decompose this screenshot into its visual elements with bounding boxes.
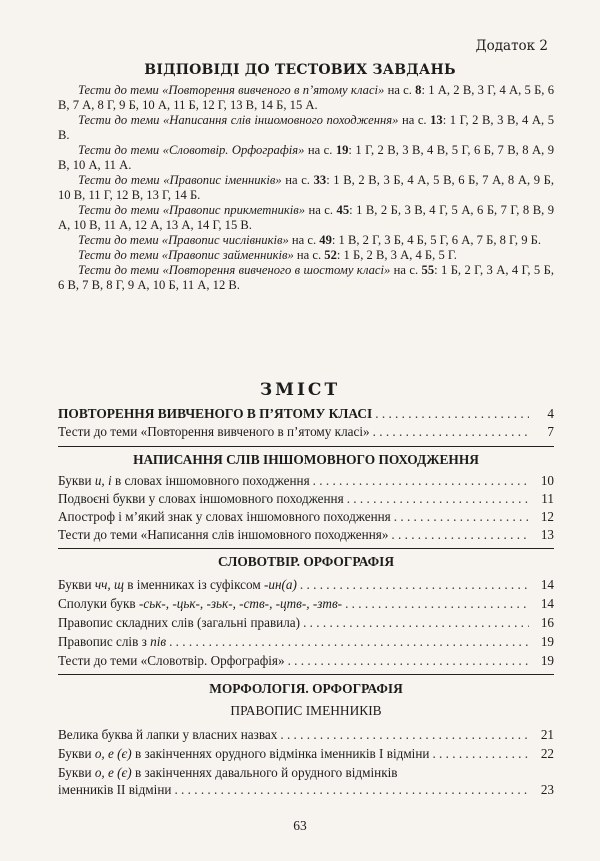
toc-title: ЗМІСТ: [259, 380, 341, 400]
answer-paragraph: Тести до теми «Правопис займенників» на с. 52: 1 Б, 2 В, 3 А, 4 Б, 5 Г.: [78, 248, 457, 262]
toc-entry[interactable]: Сполуки букв -ськ-, -цьк-, -зьк-, -ств-, -цтв-, -зтв- . . . 14: [58, 596, 554, 613]
addendum-label: Додаток 2: [475, 38, 548, 54]
section-divider: [58, 674, 554, 675]
toc-entry[interactable]: Апостроф і м’який знак у словах іншомовного походження . . . 12: [58, 509, 554, 526]
answer-paragraph: Тести до теми «Повторення вивченого в п’ятому класі» на с. 8: 1 А, 2 В, 3 Г, 4 А, 5 Б, 6 В, 7 А, 8 Г, 9 Б, 10 А, 11 Б, 12 Г, 13 В, 14 Б, 15 А.: [58, 83, 554, 112]
section-heading: СЛОВОТВІР. ОРФОГРАФІЯ: [218, 554, 394, 569]
answers-title: ВІДПОВІДІ ДО ТЕСТОВИХ ЗАВДАНЬ: [144, 62, 456, 78]
toc-entry[interactable]: Букви чч, щ в іменниках із суфіксом -ин(а) . . . 14: [58, 577, 554, 594]
section-heading: МОРФОЛОГІЯ. ОРФОГРАФІЯ: [209, 681, 403, 696]
toc-entry[interactable]: Тести до теми «Словотвір. Орфографія» . . . 19: [58, 653, 554, 670]
answer-paragraph: Тести до теми «Правопис прикметників» на с. 45: 1 В, 2 Б, 3 В, 4 Г, 5 А, 6 Б, 7 Г, 8 В, 9 А, 10 В, 11 А, 12 А, 13 А, 14 Г, 15 В.: [58, 203, 555, 232]
page-number: 63: [293, 818, 307, 833]
toc-entry[interactable]: Тести до теми «Повторення вивченого в п’ятому класі» . . . 7: [58, 424, 554, 441]
toc-entry[interactable]: Тести до теми «Написання слів іншомовного походження» . . . 13: [58, 527, 554, 544]
toc-entry-multiline[interactable]: Букви о, е (є) в закінченнях давального й орудного відмінків іменників ІІ відміни . . . 23: [58, 765, 554, 799]
answer-paragraph: Тести до теми «Повторення вивченого в шостому класі» на с. 55: 1 Б, 2 Г, 3 А, 4 Г, 5 Б, 6 В, 7 В, 8 Г, 9 А, 10 Б, 11 А, 12 В.: [58, 263, 554, 292]
subsection-heading: ПРАВОПИС ІМЕННИКІВ: [230, 703, 382, 718]
toc-entry[interactable]: Подвоєні букви у словах іншомовного походження . . . 11: [58, 491, 554, 508]
answers-block: [58, 83, 554, 293]
toc-entry[interactable]: Правопис слів з пів . . . 19: [58, 634, 554, 651]
toc-entry[interactable]: Велика буква й лапки у власних назвах . . . 21: [58, 727, 554, 744]
toc-entry[interactable]: Букви и, і в словах іншомовного походження . . . 10: [58, 473, 554, 490]
answer-paragraph: Тести до теми «Написання слів іншомовного походження» на с. 13: 1 Г, 2 В, 3 В, 4 А, 5 В.: [58, 113, 554, 142]
section-heading: НАПИСАННЯ СЛІВ ІНШОМОВНОГО ПОХОДЖЕННЯ: [133, 452, 479, 467]
section-divider: [58, 548, 554, 549]
toc-entry[interactable]: Букви о, е (є) в закінченнях орудного відмінка іменників І відміни . . . 22: [58, 746, 554, 763]
answer-paragraph: Тести до теми «Словотвір. Орфографія» на с. 19: 1 Г, 2 В, 3 В, 4 В, 5 Г, 6 Б, 7 В, 8 А, 9 В, 10 А, 11 А.: [58, 143, 554, 172]
toc-entry[interactable]: ПОВТОРЕННЯ ВИВЧЕНОГО В П’ЯТОМУ КЛАСІ . . . 4: [58, 406, 554, 423]
toc-entry[interactable]: Правопис складних слів (загальні правила) . . . 16: [58, 615, 554, 632]
answer-paragraph: Тести до теми «Правопис іменників» на с. 33: 1 В, 2 В, 3 Б, 4 А, 5 В, 6 Б, 7 А, 8 А, 9 Б, 10 В, 11 Г, 12 В, 13 Г, 14 Б.: [58, 173, 555, 202]
section-divider: [58, 446, 554, 447]
answer-paragraph: Тести до теми «Правопис числівників» на с. 49: 1 В, 2 Г, 3 Б, 4 Б, 5 Г, 6 А, 7 Б, 8 Г, 9 Б.: [78, 233, 542, 247]
